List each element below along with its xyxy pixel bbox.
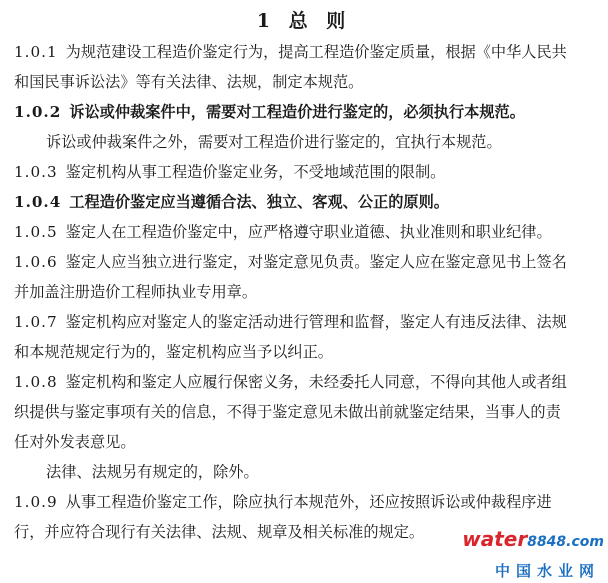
clause-1-0-7-line-1	[14, 312, 567, 332]
clause-text: 和本规范规定行为的，鉴定机构应当予以纠正。	[14, 343, 333, 361]
clause-number: 1.0.9	[14, 493, 58, 511]
clause-number: 1.0.7	[14, 313, 58, 331]
clause-text: 鉴定人在工程造价鉴定中，应严格遵守职业道德、执业准则和职业纪律。	[65, 223, 552, 241]
watermark-brand	[462, 527, 604, 551]
watermark-site-name: 中国水业网	[494, 562, 600, 580]
clause-1-0-6-line-1	[14, 252, 567, 272]
clause-1-0-3	[14, 162, 445, 182]
clause-text: 法律、法规另有规定的，除外。	[46, 463, 259, 481]
watermark-logo	[462, 525, 608, 583]
section-title: 1 总 则	[256, 10, 352, 32]
clause-text: 为规范建设工程造价鉴定行为，提高工程造价鉴定质量，根据《中华人民共	[65, 43, 567, 61]
clause-text: 鉴定机构和鉴定人应履行保密义务，未经委托人同意，不得向其他人或者组	[65, 373, 567, 391]
clause-text: 行，并应符合现行有关法律、法规、规章及相关标准的规定。	[14, 523, 425, 541]
clause-text: 鉴定机构应对鉴定人的鉴定活动进行管理和监督，鉴定人有违反法律、法规	[65, 313, 567, 331]
clause-number: 1.0.1	[14, 43, 58, 61]
clause-number: 1.0.6	[14, 253, 58, 271]
clause-1-0-9-line-1	[14, 492, 552, 512]
clause-1-0-2-note	[46, 132, 502, 152]
clause-1-0-5	[14, 222, 552, 242]
clause-1-0-4	[14, 192, 449, 212]
clause-1-0-6-line-2	[14, 282, 257, 302]
clause-text: 工程造价鉴定应当遵循合法、独立、客观、公正的原则。	[69, 193, 449, 211]
watermark-brand-word: water	[462, 527, 528, 551]
clause-1-0-8-line-3	[14, 432, 136, 452]
clause-1-0-2	[14, 102, 525, 122]
clause-1-0-8-note	[46, 462, 259, 482]
clause-number: 1.0.4	[14, 193, 62, 211]
watermark-brand-suffix: .com	[566, 534, 604, 550]
clause-number: 1.0.5	[14, 223, 58, 241]
clause-1-0-8-line-1	[14, 372, 567, 392]
clause-text: 鉴定人应当独立进行鉴定，对鉴定意见负责。鉴定人应在鉴定意见书上签名	[65, 253, 567, 271]
clause-text: 诉讼或仲裁案件中，需要对工程造价进行鉴定的，必须执行本规范。	[69, 103, 525, 121]
clause-1-0-9-line-2	[14, 522, 424, 542]
watermark-brand-number: 8848	[527, 534, 567, 550]
clause-text: 从事工程造价鉴定工作，除应执行本规范外，还应按照诉讼或仲裁程序进	[65, 493, 552, 511]
clause-text: 鉴定机构从事工程造价鉴定业务，不受地域范围的限制。	[65, 163, 446, 181]
clause-number: 1.0.8	[14, 373, 58, 391]
clause-text: 诉讼或仲裁案件之外，需要对工程造价进行鉴定的，宜执行本规范。	[46, 133, 502, 151]
clause-text: 和国民事诉讼法》等有关法律、法规，制定本规范。	[14, 73, 364, 91]
clause-1-0-8-line-2	[14, 402, 561, 422]
clause-text: 织提供与鉴定事项有关的信息，不得于鉴定意见未做出前就鉴定结果，当事人的责	[14, 403, 561, 421]
clause-1-0-1-line-1	[14, 42, 567, 62]
clause-text: 并加盖注册造价工程师执业专用章。	[14, 283, 257, 301]
clause-number: 1.0.2	[14, 103, 62, 121]
clause-text: 任对外发表意见。	[14, 433, 136, 451]
clause-1-0-7-line-2	[14, 342, 333, 362]
clause-1-0-1-line-2	[14, 72, 363, 92]
clause-number: 1.0.3	[14, 163, 58, 181]
